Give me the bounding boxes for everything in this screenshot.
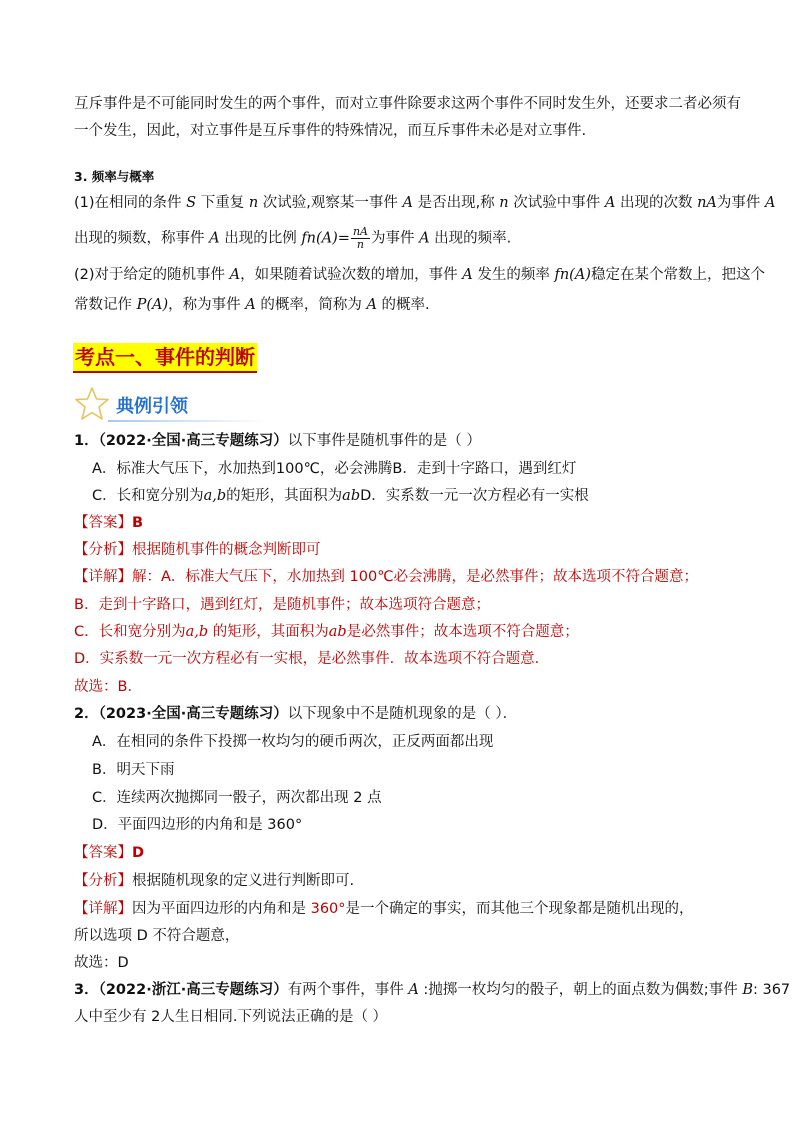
text: 发生的频率 — [472, 267, 555, 283]
text: : 367 — [752, 982, 791, 998]
text: 稳定在某个常数上，把这个 — [590, 267, 765, 283]
q2-option-c: C．连续两次抛掷同一骰子，两次都出现 2 点 — [92, 790, 382, 806]
text: 有两个事件，事件 — [287, 982, 409, 998]
math-ab: ab — [328, 624, 347, 640]
q2-answer — [74, 843, 144, 863]
math-A: A — [408, 982, 419, 998]
text: 出现的频率. — [429, 230, 512, 247]
q1-detail-line-3 — [74, 622, 579, 642]
example-label-block — [74, 384, 204, 424]
option-b: B．走到十字路口，遇到红灯 — [392, 461, 577, 477]
analysis-tag: 【分析】 — [74, 873, 132, 889]
text: (2)对于给定的随机事件 — [74, 267, 230, 283]
math-fn: fn(A) — [554, 267, 591, 283]
q3-stem-line-1 — [74, 980, 790, 1000]
math-A: A — [604, 195, 616, 211]
math-P: P(A) — [136, 297, 169, 313]
q1-options-row-2 — [92, 486, 589, 506]
option-c: C．长和宽分别为 — [92, 488, 204, 504]
math-fn: fn(A)= — [301, 230, 350, 247]
text: 下重复 — [196, 195, 249, 211]
option-d: D．实系数一元一次方程必有一实根 — [360, 488, 589, 504]
answer-value: D — [132, 845, 145, 861]
example-underline — [108, 420, 268, 422]
answer-value: B — [132, 515, 144, 531]
text: 的概率. — [376, 297, 430, 313]
text: 的概率，简称为 — [255, 297, 367, 313]
math-A: A — [764, 195, 776, 211]
math-A: A — [229, 267, 241, 283]
detail-value: 360° — [310, 901, 346, 917]
math-A: A — [366, 297, 377, 313]
q2-conclusion: 故选：D — [74, 955, 129, 971]
math-ab: ab — [342, 488, 361, 504]
math-n: n — [499, 195, 509, 211]
text: 为事件 — [716, 195, 765, 211]
text: 的矩形，其面积为 — [208, 624, 329, 640]
answer-tag: 【答案】 — [74, 515, 132, 531]
text: C．长和宽分别为 — [74, 624, 186, 640]
question-stem: 以下事件是随机事件的是（ ） — [287, 433, 481, 449]
math-n: n — [248, 195, 259, 211]
detail-tag: 【详解】 — [74, 901, 132, 917]
section-3-p2-line-1 — [74, 265, 765, 285]
section-3-p1-line-2 — [74, 226, 511, 251]
q2-stem — [74, 704, 517, 724]
analysis-tag: 【分析】 — [74, 542, 132, 558]
text: 因为平面四边形的内角和是 — [132, 901, 311, 917]
text: 出现的比例 — [219, 230, 302, 247]
question-number: 2． — [74, 706, 99, 722]
star-icon — [74, 386, 110, 422]
fraction-numerator: nA — [352, 225, 368, 238]
text: 次试验中事件 — [508, 195, 605, 211]
text: 出现的次数 — [615, 195, 698, 211]
text: (1)在相同的条件 — [74, 195, 187, 211]
text: 是一个确定的事实，而其他三个现象都是随机出现的， — [345, 901, 694, 917]
example-label: 典例引领 — [116, 396, 188, 417]
q1-conclusion: 故选：B． — [74, 679, 142, 695]
intro-line-2: 一个发生，因此，对立事件是互斥事件的特殊情况，而互斥事件未必是对立事件. — [74, 123, 587, 139]
question-number: 3． — [74, 982, 99, 998]
text: 次试验,观察某一事件 — [258, 195, 403, 211]
text: 是否出现,称 — [412, 195, 500, 211]
question-source: （2022·全国·高三专题练习） — [98, 433, 288, 449]
q2-option-a: A．在相同的条件下投掷一枚均匀的硬币两次，正反两面都出现 — [92, 734, 494, 750]
section-3-title: 3. 频率与概率 — [74, 169, 155, 184]
q1-analysis — [74, 540, 321, 560]
q2-detail-line-1 — [74, 899, 694, 919]
section-3-p1-line-1 — [74, 193, 775, 213]
q2-detail-line-2: 所以选项 D 不符合题意， — [74, 928, 240, 944]
math-A: A — [462, 267, 473, 283]
question-stem: 以下现象中不是随机现象的是（ ）． — [287, 706, 518, 722]
question-source: （2023·全国·高三专题练习） — [98, 706, 288, 722]
section-3-p2-line-2 — [74, 295, 430, 315]
q3-stem-line-2: 人中至少有 2人生日相同.下列说法正确的是（ ） — [74, 1009, 388, 1025]
q1-answer — [74, 513, 143, 533]
q2-analysis — [74, 871, 354, 891]
intro-line-1: 互斥事件是不可能同时发生的两个事件，而对立事件除要求这两个事件不同时发生外，还要求二者必须有 — [74, 96, 741, 112]
math-ab: a,b — [203, 488, 227, 504]
topic-heading: 考点一、事件的判断 — [73, 343, 257, 373]
question-source: （2022·浙江·高三专题练习） — [98, 982, 288, 998]
fraction-denominator: n — [356, 238, 365, 251]
text: 为事件 — [370, 230, 420, 247]
math-ab: a,b — [185, 624, 209, 640]
math-A: A — [402, 195, 413, 211]
math-nA: nA — [697, 195, 717, 211]
text: ，称为事件 — [168, 297, 246, 313]
q1-detail-line-4: D．实系数一元一次方程必有一实根，是必然事件．故本选项不符合题意． — [74, 651, 550, 667]
question-number: 1． — [74, 433, 99, 449]
answer-tag: 【答案】 — [74, 845, 132, 861]
detail-tag: 【详解】 — [74, 569, 132, 585]
math-A: A — [419, 230, 430, 247]
text: :抛掷一枚均匀的骰子，朝上的面点数为偶数;事件 — [418, 982, 743, 998]
text: 的矩形，其面积为 — [226, 488, 343, 504]
q1-stem — [74, 431, 481, 451]
text: 出现的频数，称事件 — [74, 230, 210, 247]
analysis-text: 根据随机现象的定义进行判断即可. — [132, 873, 355, 889]
text: 是必然事件；故本选项不符合题意； — [346, 624, 579, 640]
q1-detail-line-1 — [74, 567, 698, 587]
q2-option-d: D．平面四边形的内角和是 360° — [92, 817, 303, 833]
option-a: A．标准大气压下，水加热到100℃，必会沸腾 — [92, 461, 393, 477]
detail-text: 解：A．标准大气压下，水加热到 100℃必会沸腾，是必然事件；故本选项不符合题意； — [132, 569, 698, 585]
text: ，如果随着试验次数的增加，事件 — [240, 267, 463, 283]
fraction — [351, 226, 370, 251]
math-B: B — [742, 982, 753, 998]
math-A: A — [245, 297, 256, 313]
analysis-text: 根据随机事件的概念判断即可 — [132, 542, 321, 558]
q1-options-row-1 — [92, 459, 576, 479]
math-A: A — [209, 230, 220, 247]
text: 常数记作 — [74, 297, 137, 313]
math-S: S — [186, 195, 197, 211]
q1-detail-line-2: B．走到十字路口，遇到红灯，是随机事件；故本选项符合题意； — [74, 597, 490, 613]
q2-option-b: B．明天下雨 — [92, 762, 175, 778]
